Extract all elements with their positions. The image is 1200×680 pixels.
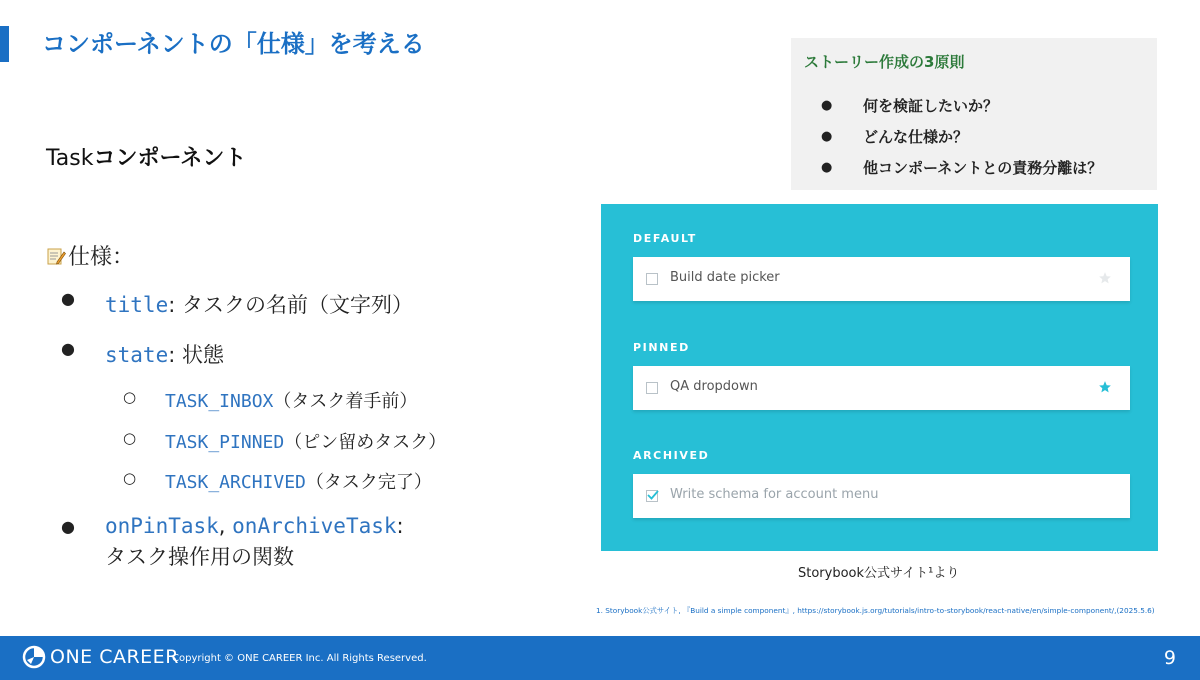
section-label-archived: ARCHIVED: [633, 449, 710, 462]
state-item: ○ TASK_PINNED（ピン留めタスク）: [123, 429, 447, 453]
bullet-icon: ●: [821, 160, 833, 175]
copyright: Copyright © ONE CAREER Inc. All Rights Reserved.: [172, 653, 427, 664]
task-title: QA dropdown: [670, 379, 758, 394]
principles-title: ストーリー作成の3原則: [804, 53, 965, 71]
section-label-default: DEFAULT: [633, 232, 697, 245]
one-career-logo-icon: [22, 645, 46, 669]
memo-icon: [46, 246, 66, 266]
storybook-screenshot: [601, 204, 1158, 551]
component-heading: [46, 141, 246, 172]
screenshot-caption: Storybook公式サイト¹より: [798, 566, 960, 581]
checkbox-checked-icon: [646, 490, 658, 502]
bullet-icon: ●: [821, 98, 833, 113]
state-item: ○ TASK_INBOX（タスク着手前）: [123, 388, 418, 412]
principles-item: ● どんな仕様か？: [821, 128, 969, 146]
spec-item-handlers: ● onPinTask, onArchiveTask: タスク操作用の関数: [105, 511, 404, 573]
task-item-archived: [633, 474, 1130, 518]
logo-text: ONE CAREER: [50, 646, 179, 668]
checkbox-icon: [646, 273, 658, 285]
bullet-icon: ●: [61, 517, 75, 536]
component-prefix: Task: [46, 146, 94, 171]
state-item: ○ TASK_ARCHIVED（タスク完了）: [123, 469, 432, 493]
spec-label: 仕様：: [46, 240, 134, 271]
star-icon: [1098, 271, 1112, 285]
component-name: コンポーネント: [93, 146, 247, 171]
footer-bar: [0, 636, 1200, 680]
section-label-pinned: PINNED: [633, 341, 690, 354]
principles-item: ● 他コンポーネントとの責務分離は？: [821, 159, 1103, 177]
task-item-pinned: [633, 366, 1130, 410]
slide-title: コンポーネントの「仕様」を考える: [42, 30, 425, 58]
bullet-icon: ●: [61, 339, 75, 358]
checkbox-icon: [646, 382, 658, 394]
bullet-icon: ●: [61, 289, 75, 308]
spec-item-title: ● title: タスクの名前（文字列）: [61, 289, 413, 317]
circle-bullet-icon: ○: [123, 429, 137, 447]
task-item-default: [633, 257, 1130, 301]
task-title: Write schema for account menu: [670, 487, 879, 502]
handler-description: タスク操作用の関数: [105, 545, 294, 569]
principles-box: [791, 38, 1157, 190]
bullet-icon: ●: [821, 129, 833, 144]
principles-list: [821, 96, 1102, 189]
circle-bullet-icon: ○: [123, 388, 137, 406]
footnote: 1. Storybook公式サイト, 『Build a simple component』, https://storybook.js.org/tutorials/intro-to-storybook/react-native/en/simple-component/,(2025.5.6): [596, 606, 1155, 615]
page-number: 9: [1163, 647, 1176, 669]
circle-bullet-icon: ○: [123, 469, 137, 487]
principles-item: ● 何を検証したいか？: [821, 97, 999, 115]
spec-item-state: ● state: 状態: [61, 339, 224, 367]
task-title: Build date picker: [670, 270, 780, 285]
title-accent-bar: [0, 26, 9, 62]
star-icon: [1098, 380, 1112, 394]
